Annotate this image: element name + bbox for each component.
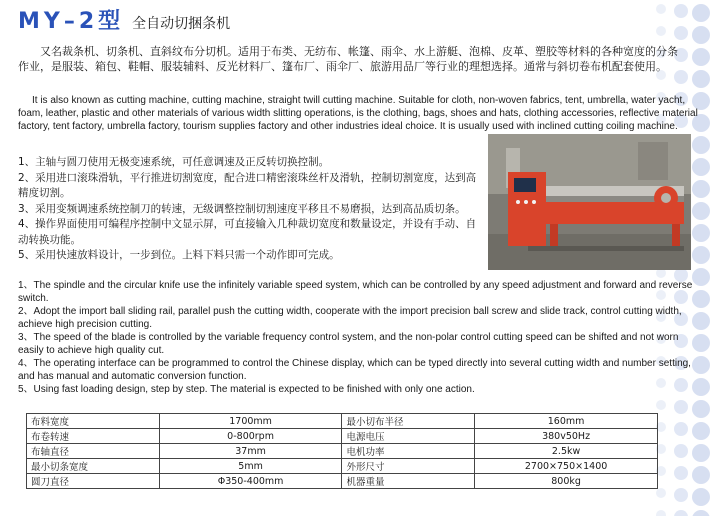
spec-label: 布轴直径 (27, 444, 160, 459)
spec-label: 布料宽度 (27, 414, 160, 429)
spec-row (27, 474, 658, 489)
spec-row (27, 429, 658, 444)
decorative-dot (692, 224, 710, 242)
decorative-dot (692, 422, 710, 440)
spec-value: 2700×750×1400 (475, 459, 658, 474)
decorative-dot (674, 422, 688, 436)
feature-cn-item: 3、采用变频调速系统控制刀的转速，无级调整控制切割速度平移且不易磨损，达到高品质切条。 (18, 202, 466, 215)
decorative-dot (656, 510, 666, 516)
feature-cn-item: 2、采用进口滚珠滑轨，平行推进切割宽度，配合进口精密滚珠丝杆及滑轨，控制切割宽度，达到高精度切割。 (18, 171, 477, 199)
features-english-list (18, 279, 696, 396)
decorative-dot (692, 26, 710, 44)
spec-label: 圆刀直径 (27, 474, 160, 489)
decorative-dot (656, 26, 666, 36)
decorative-dot (692, 136, 710, 154)
spec-value: 37mm (159, 444, 342, 459)
machine-photo (488, 134, 691, 270)
decorative-dot (692, 48, 710, 66)
decorative-dot (692, 400, 710, 418)
spec-value: 2.5kw (475, 444, 658, 459)
spec-label: 外形尺寸 (342, 459, 475, 474)
spec-row (27, 414, 658, 429)
spec-label: 布卷转速 (27, 429, 160, 444)
intro-english: It is also known as cutting machine, cutting machine, straight twill cutting machine. Suitable for cloth, non-woven fabrics, tent, umbrella, water yacht, foam, leather, plastic and other materials of various width slitting operations, is the clothing, bags, shoes and hats, clothing accessories, reflective material factory, tent factory, umbrella factory, tourism supplies factory and other industries ideal choice. It is usually used with inclined cutting coiling machine. (18, 95, 698, 132)
spec-label: 机器重量 (342, 474, 475, 489)
spec-value: 1700mm (159, 414, 342, 429)
spec-value: Φ350-400mm (159, 474, 342, 489)
header (18, 4, 230, 34)
feature-en-item: 5、Using fast loading design, step by step. The material is expected to be finished with only one action. (18, 384, 475, 395)
decorative-dot (692, 4, 710, 22)
spec-value: 160mm (475, 414, 658, 429)
decorative-dot (692, 466, 710, 484)
decorative-dot (692, 246, 710, 264)
decorative-dot (674, 4, 688, 18)
decorative-dot (692, 158, 710, 176)
feature-en-item: 3、The speed of the blade is controlled by the variable frequency control system, and the non-polar control cutting speed can be shifted and not worn easily to achieve high quality cut. (18, 332, 679, 356)
feature-en-item: 4、The operating interface can be programmed to control the Chinese display, which can be typed directly into several cutting width and number setting, and has manual and automatic conversion function. (18, 358, 691, 382)
decorative-dot (674, 400, 688, 414)
spec-label: 最小切条宽度 (27, 459, 160, 474)
decorative-dot (692, 444, 710, 462)
decorative-dot (674, 26, 688, 40)
spec-label: 电机功率 (342, 444, 475, 459)
feature-en-item: 1、The spindle and the circular knife use the infinitely variable speed system, which can be controlled by any speed adjustment and forward and reverse switch. (18, 280, 693, 304)
decorative-dot (656, 4, 666, 14)
features-chinese-list (18, 155, 484, 264)
spec-label: 最小切布半径 (342, 414, 475, 429)
feature-en-item: 2、Adopt the import ball sliding rail, parallel push the cutting width, cooperate with the import precision ball screw and slide track, control cutting width, achieve high precision cutting. (18, 306, 682, 330)
intro-chinese: 又名裁条机、切条机、直斜纹布分切机。适用于布类、无纺布、帐篷、雨伞、水上游艇、泡棉、皮革、塑胶等材料的各种宽度的分条作业，是服装、箱包、鞋帽、服装辅料、反光材料厂、篷布厂、雨伞厂、旅游用品厂等行业的理想选择。通常与斜切卷布机配套使用。 (18, 45, 678, 73)
spec-value: 0-800rpm (159, 429, 342, 444)
decorative-dot (692, 488, 710, 506)
decorative-dot (692, 202, 710, 220)
decorative-dot (656, 488, 666, 498)
spec-value: 5mm (159, 459, 342, 474)
spec-table (26, 413, 658, 489)
feature-cn-item: 1、主轴与圆刀使用无极变速系统，可任意调速及正反转切换控制。 (18, 156, 330, 168)
decorative-dot (674, 466, 688, 480)
decorative-dot (692, 510, 710, 516)
decorative-dot (692, 70, 710, 88)
spec-value: 380v50Hz (475, 429, 658, 444)
feature-cn-item: 4、操作界面使用可编程序控制中文显示屏，可直接输入几种裁切宽度和数量设定，并设有手动、自动转换功能。 (18, 218, 477, 246)
feature-cn-item: 5、采用快速放料设计，一步到位。上料下料只需一个动作即可完成。 (18, 249, 340, 261)
spec-label: 电源电压 (342, 429, 475, 444)
decorative-dot (692, 180, 710, 198)
model-title: MY–2型 (18, 9, 125, 34)
decorative-dot (674, 510, 688, 516)
decorative-dot (674, 488, 688, 502)
spec-row (27, 444, 658, 459)
product-subtitle: 全自动切捆条机 (132, 16, 231, 32)
decorative-dot (674, 444, 688, 458)
decorative-dot (656, 400, 666, 410)
spec-value: 800kg (475, 474, 658, 489)
spec-row (27, 459, 658, 474)
